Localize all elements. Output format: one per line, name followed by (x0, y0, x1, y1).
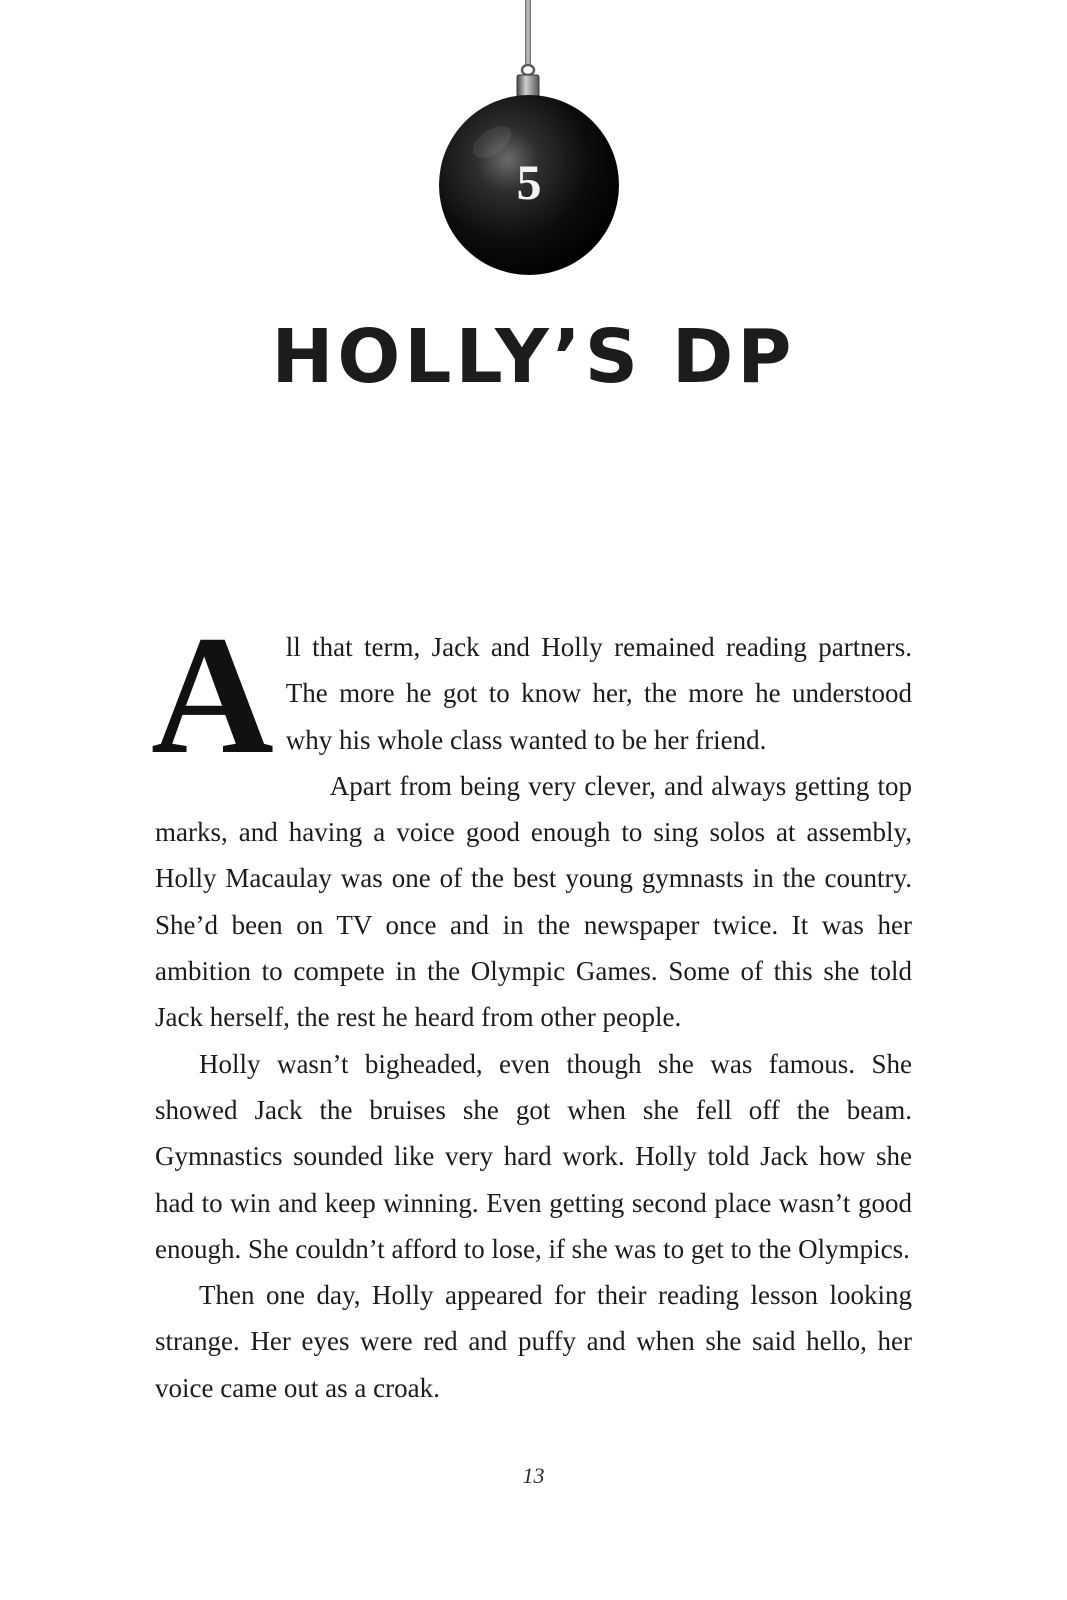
paragraph-1 (151, 601, 912, 789)
chapter-title: HOLLY’S DP (271, 314, 796, 400)
chapter-body (151, 601, 912, 1411)
bauble-icon (0, 0, 1067, 290)
hanging-ribbon (525, 0, 531, 66)
bauble-cap (517, 75, 539, 97)
chapter-number: 5 (516, 154, 542, 210)
christmas-bauble-ornament (0, 0, 1067, 290)
hanging-loop (522, 65, 534, 75)
paragraph-4: Then one day, Holly appeared for their reading lesson looking strange. Her eyes were red and puffy and when she said hello, her voice came out as a croak. (155, 1280, 912, 1403)
page-number: 13 (522, 1463, 545, 1488)
drop-cap: A (151, 601, 274, 789)
paragraph-2: Apart from being very clever, and always getting top marks, and having a voice good enough to sing solos at assembly, Holly Macaulay was one of the best young gymnasts in the country. She’d been on TV once and in the newspaper twice. It was her ambition to compete in the Olympic Games. Some of this she told Jack herself, the rest he heard from other people. (155, 770, 912, 1033)
paragraph-text: ll that term, Jack and Holly remained reading partners. The more he got to know her, the more he understood why his whole class wanted to be her friend. (285, 632, 912, 755)
paragraph-3: Holly wasn’t bigheaded, even though she was famous. She showed Jack the bruises she got when she fell off the beam. Gymnastics sounded like very hard work. Holly told Jack how she had to win and keep winning. Even getting second place wasn’t good enough. She couldn’t afford to lose, if she was to get to the Olympics. (155, 1048, 912, 1264)
